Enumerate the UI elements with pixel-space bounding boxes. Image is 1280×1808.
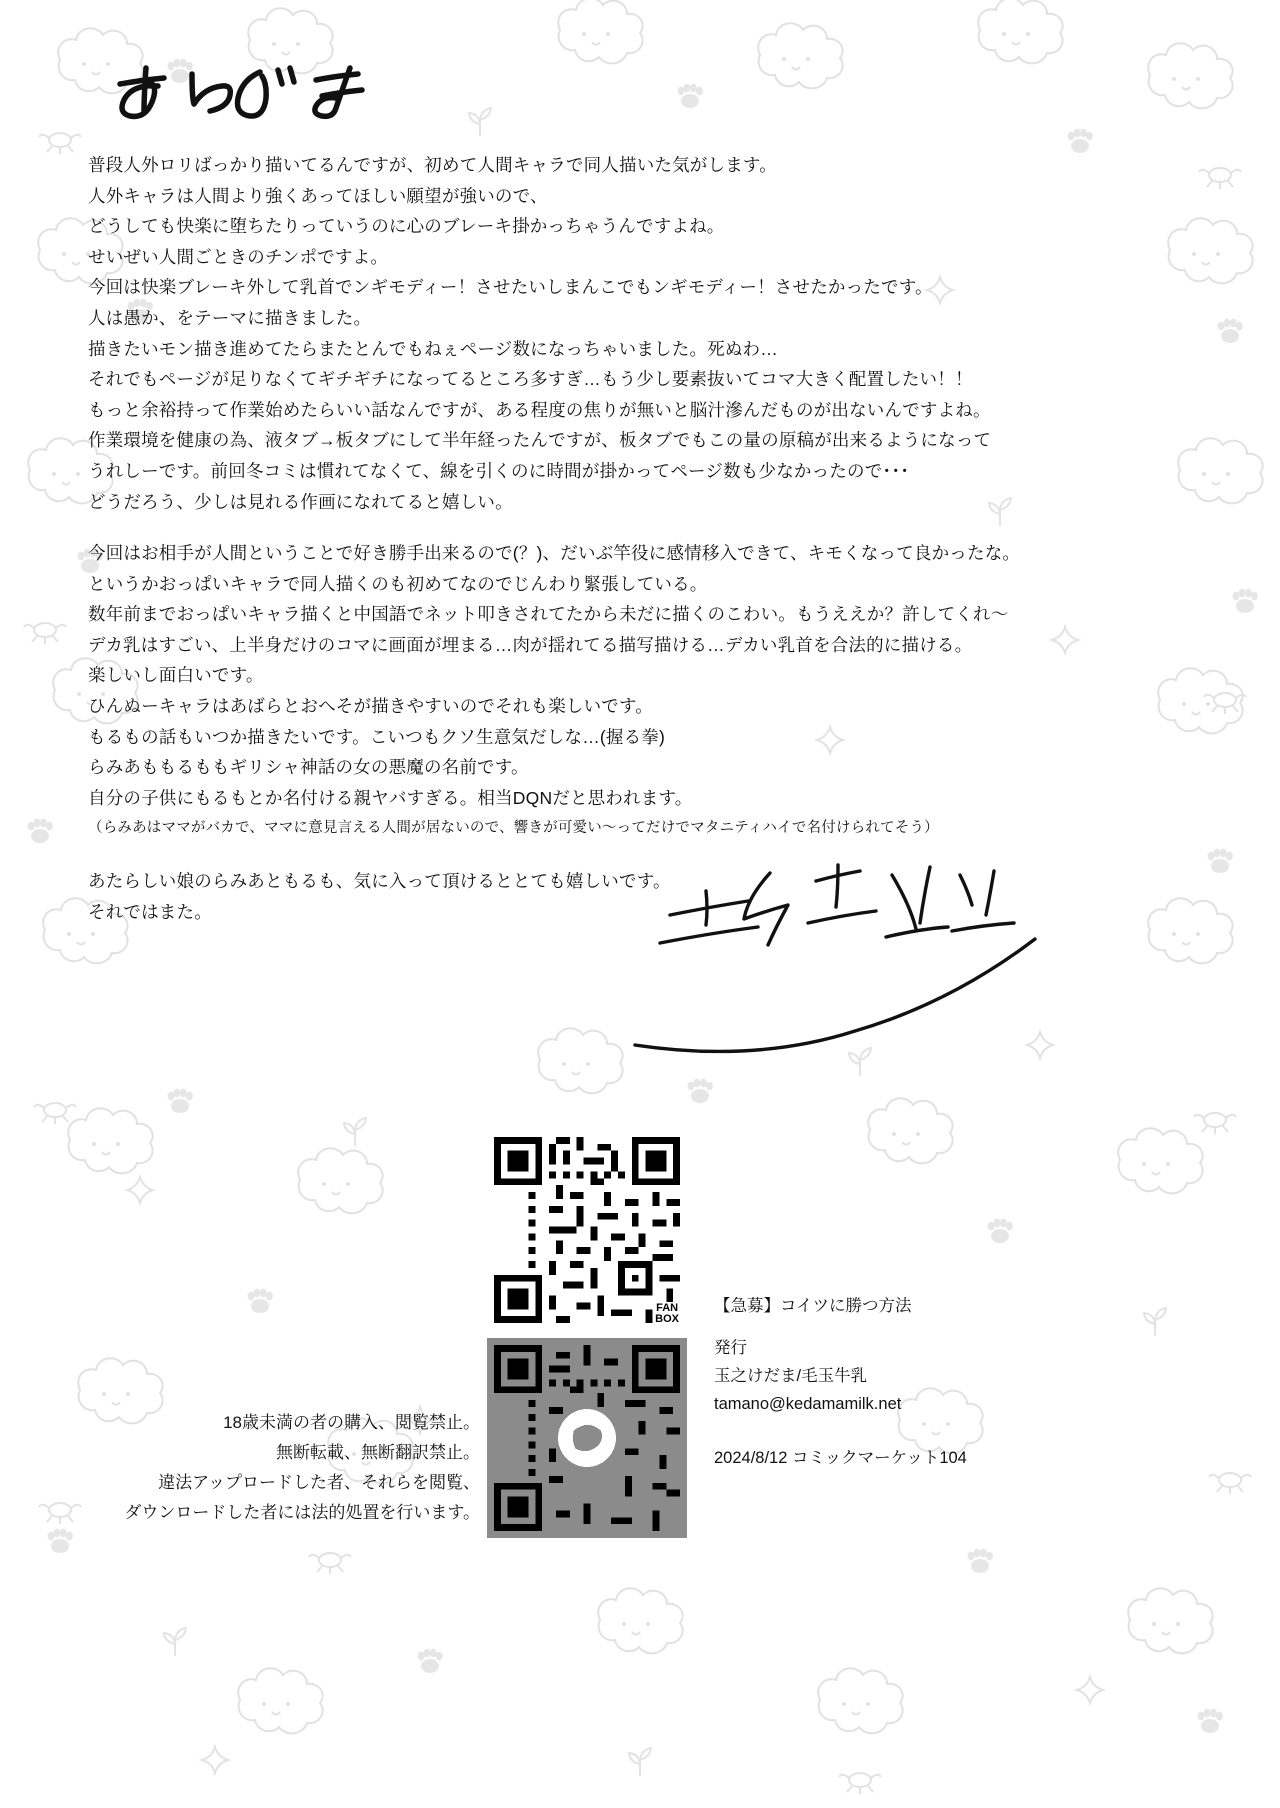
circle-name: 玉之けだま/毛玉牛乳 xyxy=(714,1367,868,1385)
spacer xyxy=(714,1320,967,1334)
text-line: 普段人外ロリばっかり描いてるんですが、初めて人間キャラで同人描いた気がします。 xyxy=(88,155,777,175)
twitter-qr-code[interactable] xyxy=(487,1338,687,1538)
warning-line: 18歳未満の者の購入、閲覧禁止。 xyxy=(223,1413,480,1432)
text-line: 楽しいし面白いです。 xyxy=(88,665,264,686)
text-line: 今回は快楽ブレーキ外して乳首でンギモディー！させたいしまんこでもンギモディー！させたかったです。 xyxy=(88,277,933,298)
text-line: デカ乳はすごい、上半身だけのコマに画面が埋まる…肉が揺れてる描写描ける…デカい乳首を合法的に描ける。 xyxy=(88,634,973,655)
author-signature xyxy=(630,845,1050,1075)
text-line: 人は愚か、をテーマに描きました。 xyxy=(88,307,372,328)
text-line: うれしーです。前回冬コミは慣れてなくて、線を引くのに時間が掛かってページ数も少なかったので･･･ xyxy=(88,460,910,481)
colophon xyxy=(714,1292,967,1472)
event-date: 2024/8/12 コミックマーケット104 xyxy=(714,1449,967,1467)
text-line: それではまた。 xyxy=(88,901,212,922)
text-line: どうだろう、少しは見れる作画になれてると嬉しい。 xyxy=(88,491,513,512)
text-line: もっと余裕持って作業始めたらいい話なんですが、ある程度の焦りが無いと脳汁滲んだものが出ないんですよね。 xyxy=(88,399,991,420)
text-line-note: （らみあはママがバカで、ママに意見言える人間が居ないので、響きが可愛い〜ってだけでマタニティハイで名付けられてそう） xyxy=(88,820,939,837)
text-line: 自分の子供にもるもとか名付ける親ヤバすぎる。相当DQNだと思われます。 xyxy=(88,787,693,808)
text-line: 数年前までおっぱいキャラ描くと中国語でネット叩きされてたから未だに描くのこわい。もうええか？許してくれ〜 xyxy=(88,604,1009,625)
text-line: らみあももるももギリシャ神話の女の悪魔の名前です。 xyxy=(88,757,529,778)
text-line: というかおっぱいキャラで同人描くのも初めてなのでじんわり緊張している。 xyxy=(88,573,708,594)
text-line: あたらしい娘のらみあともるも、気に入って頂けるととても嬉しいです。 xyxy=(88,871,671,891)
text-line: どうしても快楽に堕ちたりっていうのに心のブレーキ掛かっちゃうんですよね。 xyxy=(88,216,725,237)
text-line: 作業環境を健康の為、液タブ→板タブにして半年経ったんですが、板タブでもこの量の原稿が出来るようになって xyxy=(88,430,992,451)
contact-email[interactable]: tamano@kedamamilk.net xyxy=(714,1395,902,1413)
text-line: 人外キャラは人間より強くあってほしい願望が強いので、 xyxy=(88,185,548,206)
warning-line: 無断転載、無断翻訳禁止。 xyxy=(276,1443,480,1462)
text-line: 今回はお相手が人間ということで好き勝手出来るので(？)、だいぶ竿役に感情移入できて、キモくなって良かったな。 xyxy=(88,543,1021,563)
legal-warning xyxy=(60,1408,480,1528)
afterword-paragraph-1 xyxy=(88,150,991,517)
fanbox-qr-code[interactable] xyxy=(487,1130,687,1330)
text-line: もるもの話もいつか描きたいです。こいつもクソ生意気だしな…(握る拳) xyxy=(88,726,666,747)
text-line: せいぜい人間ごときのチンポですよ。 xyxy=(88,246,389,267)
fanbox-label: FAN BOX xyxy=(655,1302,679,1325)
text-line: それでもページが足りなくてギチギチになってるところ多すぎ…もう少し要素抜いてコマ大きく配置したい！！ xyxy=(88,369,973,390)
text-line: ひんぬーキャラはあばらとおへそが描きやすいのでそれも楽しいです。 xyxy=(88,695,653,716)
afterword-paragraph-3 xyxy=(88,866,671,927)
book-title: 【急募】コイツに勝つ方法 xyxy=(714,1297,912,1315)
afterword-paragraph-2 xyxy=(88,538,1020,844)
warning-line: 違法アップロードした者、それらを閲覧、 xyxy=(158,1473,480,1492)
warning-line: ダウンロードした者には法的処置を行います。 xyxy=(124,1503,480,1522)
publisher-label: 発行 xyxy=(714,1339,747,1357)
text-line: 描きたいモン描き進めてたらまたとんでもねぇページ数になっちゃいました。死ぬわ… xyxy=(88,338,778,359)
page-title xyxy=(110,62,410,132)
